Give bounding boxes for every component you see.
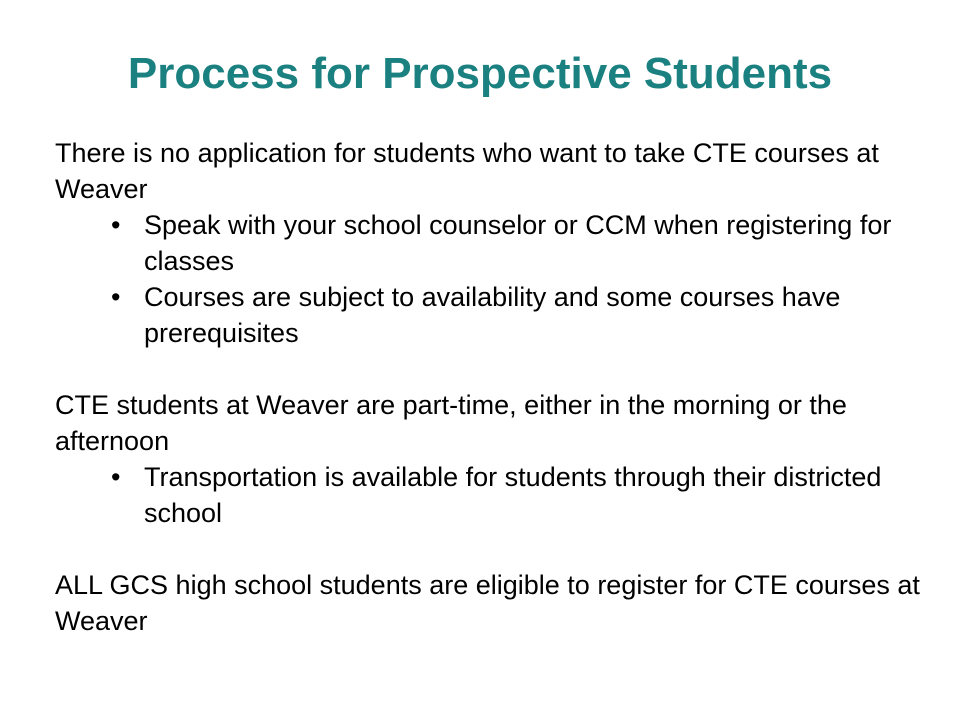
section-2-bullets bbox=[55, 459, 935, 531]
bullet-item bbox=[55, 207, 935, 279]
bullet-dot-icon: • bbox=[111, 462, 121, 492]
spacer bbox=[55, 531, 935, 567]
slide-title: Process for Prospective Students bbox=[127, 49, 833, 98]
bullet-text: Transportation is available for students through their districted school bbox=[144, 462, 882, 528]
bullet-item bbox=[55, 279, 935, 351]
bullet-dot-icon: • bbox=[111, 210, 121, 240]
section-2-text: CTE students at Weaver are part-time, either in the morning or the afternoon bbox=[55, 390, 847, 456]
bullet-item bbox=[55, 459, 935, 531]
slide-body bbox=[55, 135, 935, 639]
spacer bbox=[55, 351, 935, 387]
bullet-text: Speak with your school counselor or CCM when registering for classes bbox=[144, 210, 892, 276]
bullet-text: Courses are subject to availability and some courses have prerequisites bbox=[144, 282, 841, 348]
bullet-dot-icon: • bbox=[111, 282, 121, 312]
section-1-bullets bbox=[55, 207, 935, 351]
section-1-text: There is no application for students who want to take CTE courses at Weaver bbox=[55, 138, 879, 204]
section-3-text: ALL GCS high school students are eligible to register for CTE courses at Weaver bbox=[55, 570, 920, 636]
